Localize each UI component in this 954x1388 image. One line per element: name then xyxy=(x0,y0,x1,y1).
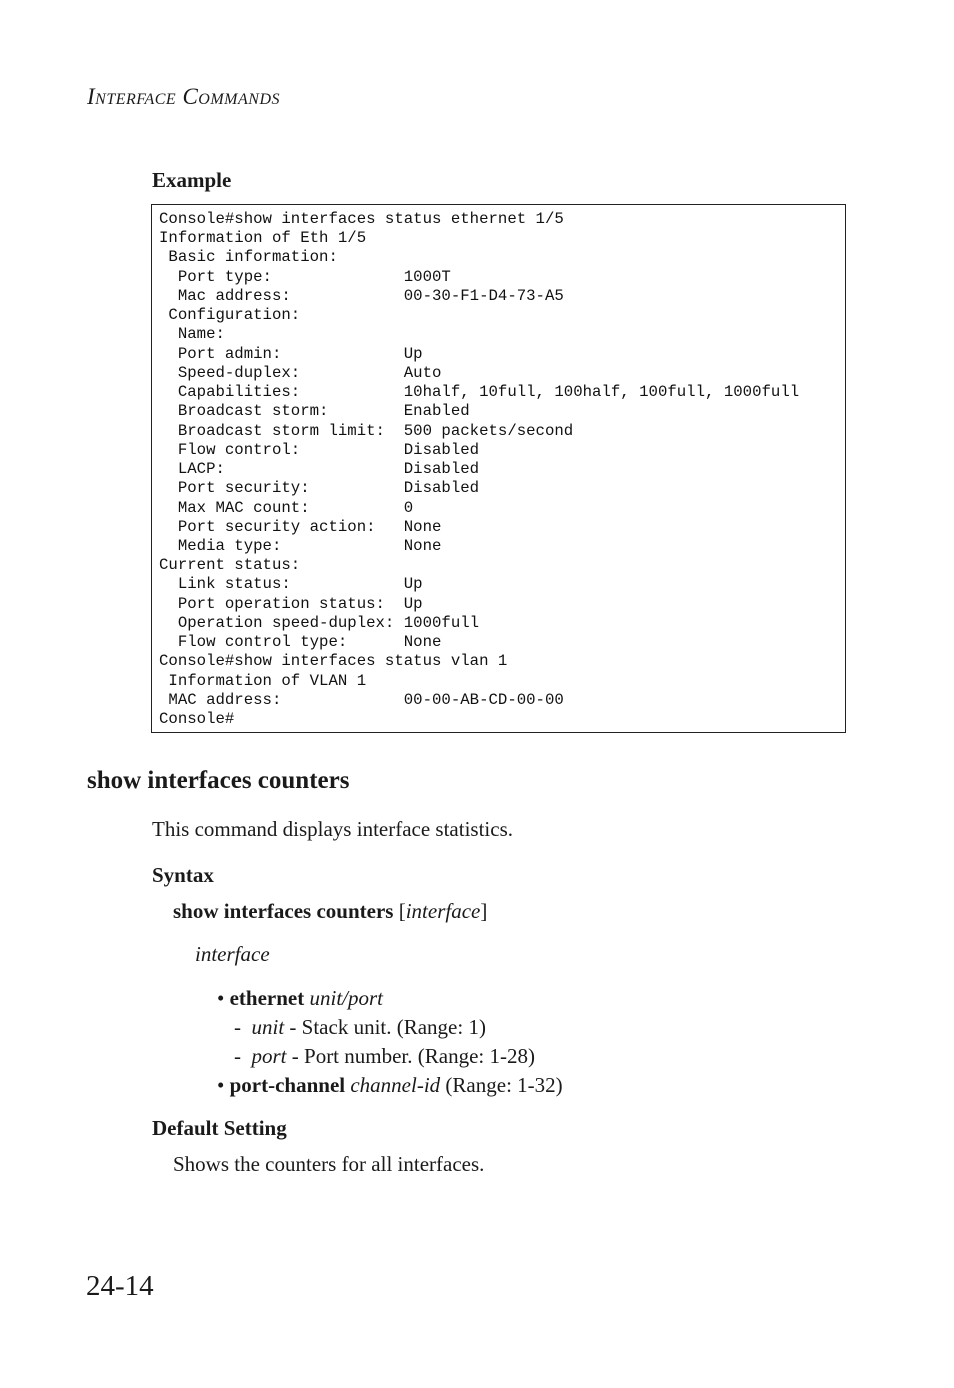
code-line: Name: xyxy=(159,325,225,344)
code-line: Capabilities: 10half, 10full, 100half, 100full, 1000full xyxy=(159,383,800,402)
example-code-block xyxy=(151,204,846,733)
command-description: This command displays interface statistics. xyxy=(152,817,513,841)
option-ethernet-args: unit/port xyxy=(309,986,384,1010)
syntax-param: interface xyxy=(405,899,481,923)
command-title: show interfaces counters xyxy=(87,767,350,794)
dash: - xyxy=(234,1015,241,1039)
code-line: Port type: 1000T xyxy=(159,267,451,286)
code-line: Port security: Disabled xyxy=(159,479,480,498)
sub-port-name: port xyxy=(251,1044,287,1068)
code-line: Broadcast storm: Enabled xyxy=(159,402,470,421)
code-line: Console# xyxy=(159,710,235,729)
code-line: Information of VLAN 1 xyxy=(159,671,367,690)
sub-port-desc: - Port number. (Range: 1-28) xyxy=(286,1044,535,1068)
code-line: Media type: None xyxy=(159,536,442,555)
code-line: Max MAC count: 0 xyxy=(159,498,414,517)
dash: - xyxy=(234,1044,241,1068)
option-sub-unit xyxy=(234,1015,486,1040)
code-line: Current status: xyxy=(159,556,301,575)
code-line: Console#show interfaces status vlan 1 xyxy=(159,652,508,671)
param-heading: interface xyxy=(195,942,270,966)
code-line: LACP: Disabled xyxy=(159,460,480,479)
code-line: Link status: Up xyxy=(159,575,423,594)
example-label: Example xyxy=(152,168,232,192)
bullet: • xyxy=(217,1073,225,1097)
syntax-line xyxy=(173,899,487,924)
code-line: Port admin: Up xyxy=(159,344,423,363)
option-ethernet-keyword: ethernet xyxy=(229,986,305,1010)
sub-unit-desc: - Stack unit. (Range: 1) xyxy=(284,1015,486,1039)
option-ethernet xyxy=(217,986,383,1011)
option-port-channel-args: channel-id xyxy=(350,1073,441,1097)
code-line: Flow control type: None xyxy=(159,633,442,652)
default-setting-text: Shows the counters for all interfaces. xyxy=(173,1152,485,1176)
option-sub-port xyxy=(234,1044,535,1069)
bullet: • xyxy=(217,986,225,1010)
code-line: Information of Eth 1/5 xyxy=(159,229,367,248)
code-line: Speed-duplex: Auto xyxy=(159,363,442,382)
code-line: Flow control: Disabled xyxy=(159,440,480,459)
code-line: Port security action: None xyxy=(159,517,442,536)
syntax-label: Syntax xyxy=(152,863,214,887)
sub-unit-name: unit xyxy=(251,1015,285,1039)
syntax-open-bracket: [ xyxy=(398,899,406,923)
default-setting-label: Default Setting xyxy=(152,1116,287,1140)
code-line: Operation speed-duplex: 1000full xyxy=(159,613,480,632)
code-line: Console#show interfaces status ethernet 1/5 xyxy=(159,210,564,228)
code-line: Configuration: xyxy=(159,306,301,325)
code-line: Basic information: xyxy=(159,248,338,267)
syntax-close-bracket: ] xyxy=(480,899,488,923)
option-port-channel-keyword: port-channel xyxy=(229,1073,346,1097)
code-line: Port operation status: Up xyxy=(159,594,423,613)
option-port-channel-range: (Range: 1-32) xyxy=(440,1073,563,1097)
running-header: Interface Commands xyxy=(87,84,281,109)
page-number: 24-14 xyxy=(86,1270,154,1302)
option-port-channel xyxy=(217,1073,563,1098)
code-line: MAC address: 00-00-AB-CD-00-00 xyxy=(159,690,564,709)
code-line: Broadcast storm limit: 500 packets/second xyxy=(159,421,574,440)
syntax-command: show interfaces counters xyxy=(173,899,394,923)
code-line: Mac address: 00-30-F1-D4-73-A5 xyxy=(159,286,564,305)
